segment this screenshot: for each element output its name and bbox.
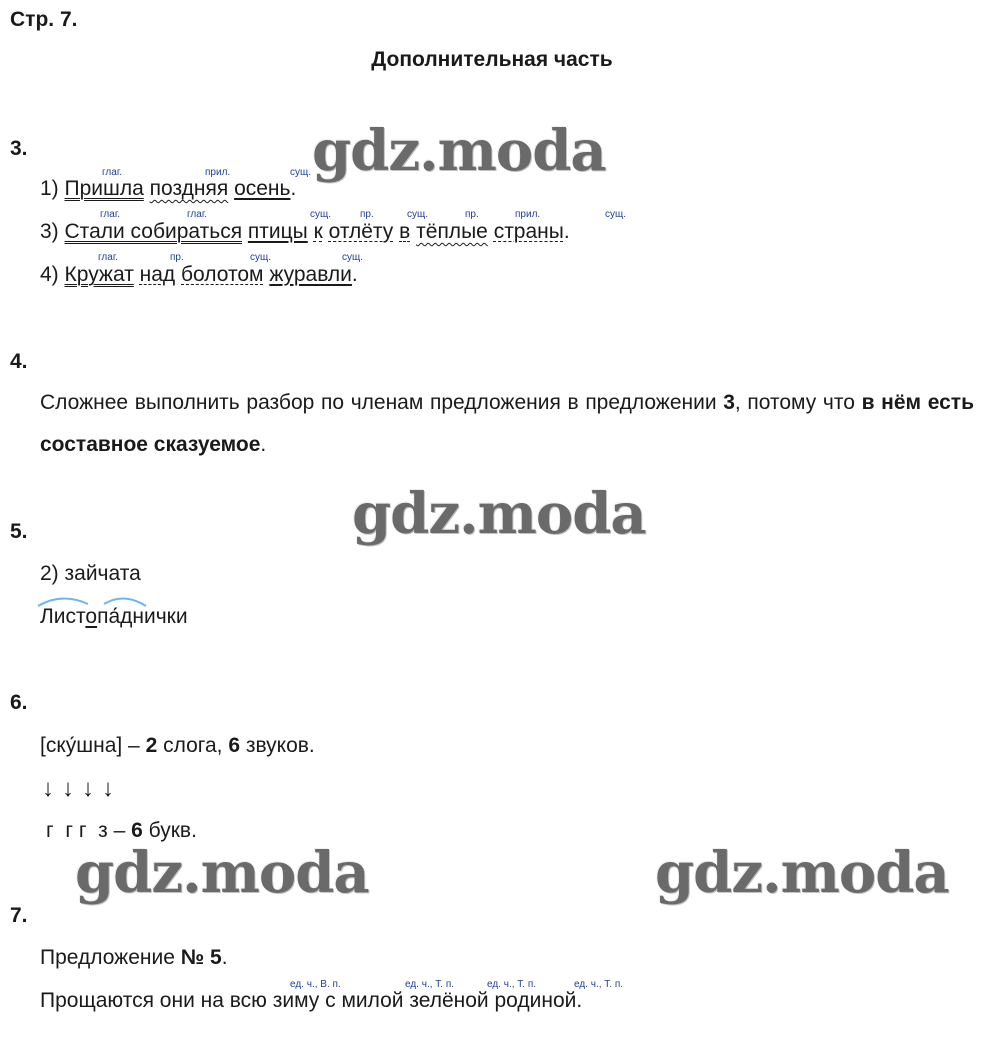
- word-part: днички: [120, 605, 188, 628]
- page-number: Стр. 7.: [10, 8, 78, 31]
- exercise-6-line-1: [40, 734, 315, 758]
- punctuation: .: [260, 433, 267, 456]
- preposition-word: к: [313, 220, 323, 243]
- predicate-word: Стали собираться: [64, 220, 243, 243]
- attribute-word: поздняя: [149, 177, 229, 200]
- pos-tag: сущ.: [342, 252, 364, 263]
- punctuation: .: [351, 263, 358, 286]
- exercise-5-line-1: 2) зайчата: [40, 562, 141, 585]
- preposition-word: над: [139, 263, 176, 286]
- dash: –: [107, 819, 132, 842]
- subject-word: осень: [234, 177, 291, 200]
- word-part: па: [97, 605, 121, 628]
- preposition-word: в: [399, 220, 411, 243]
- syllable-count: 2: [145, 734, 158, 757]
- answer-text: слога,: [157, 734, 229, 757]
- pos-tag: глаг.: [100, 209, 121, 220]
- attribute-word: тёплые: [416, 220, 488, 243]
- exercise-number-6: 6.: [10, 691, 28, 714]
- subject-word: птицы: [247, 220, 308, 243]
- predicate-word: Пришла: [64, 177, 144, 200]
- exercise-number-5: 5.: [10, 520, 28, 543]
- pos-tag: сущ.: [310, 209, 332, 220]
- connecting-vowel: о: [85, 605, 98, 628]
- punctuation: .: [563, 220, 570, 243]
- exercise-5-word: [40, 605, 188, 629]
- predicate-word: Кружат: [64, 263, 134, 286]
- answer-text: Предложение: [40, 946, 181, 969]
- pos-tag: глаг.: [187, 209, 208, 220]
- pos-tag: сущ.: [407, 209, 429, 220]
- letters: г г г з: [46, 819, 108, 842]
- subject-word: журавли: [269, 263, 352, 286]
- transcription: [ску́шна]: [40, 734, 123, 757]
- answer-text: Сложнее выполнить разбор по членам предложения в предложении: [40, 391, 724, 414]
- answer-text: звуков.: [240, 734, 315, 757]
- item-prefix: 1): [40, 177, 65, 200]
- pos-tag: сущ.: [605, 209, 627, 220]
- watermark: gdz.moda: [352, 481, 646, 547]
- exercise-4-answer: [40, 382, 974, 466]
- object-word: отлёту: [328, 220, 394, 243]
- dash: –: [122, 734, 146, 757]
- watermark: gdz.moda: [312, 118, 606, 184]
- pos-tag: пр.: [360, 209, 374, 220]
- item-prefix: 4): [40, 263, 65, 286]
- case-tag: ед. ч., Т. п.: [487, 979, 537, 990]
- exercise-number-3: 3.: [10, 137, 28, 160]
- exercise-7-line-1: [40, 946, 228, 970]
- arrows-row: [42, 775, 122, 803]
- pos-tag: глаг.: [98, 252, 119, 263]
- exercise-number-4: 4.: [10, 350, 28, 373]
- pos-tag: пр.: [170, 252, 184, 263]
- answer-text: букв.: [142, 819, 197, 842]
- pos-tag: сущ.: [250, 252, 272, 263]
- down-arrow-icon: ↓: [62, 775, 74, 802]
- down-arrow-icon: ↓: [102, 775, 114, 802]
- page-title: Дополнительная часть: [371, 48, 613, 71]
- answer-text: , потому что: [734, 391, 862, 414]
- sentence-number: № 5: [180, 946, 222, 969]
- punctuation: .: [221, 946, 228, 969]
- pos-tag: прил.: [515, 209, 541, 220]
- pos-tag: сущ.: [290, 167, 312, 178]
- down-arrow-icon: ↓: [42, 775, 54, 802]
- answer-bold: в нём есть составное сказуемое: [40, 391, 974, 456]
- down-arrow-icon: ↓: [82, 775, 94, 802]
- punctuation: .: [290, 177, 297, 200]
- exercise-number-7: 7.: [10, 904, 28, 927]
- word-part: Лист: [40, 605, 86, 628]
- exercise-6-line-2: [46, 819, 197, 843]
- item-prefix: 3): [40, 220, 65, 243]
- sound-count: 6: [228, 734, 241, 757]
- case-tag: ед. ч., Т. п.: [574, 979, 624, 990]
- case-tag: ед. ч., В. п.: [290, 979, 341, 990]
- watermark: gdz.moda: [75, 840, 369, 906]
- exercise-7-sentence: Прощаются они на всю зиму с милой зелёной родиной.: [40, 989, 583, 1012]
- letter-count: 6: [131, 819, 143, 842]
- watermark: gdz.moda: [655, 840, 949, 906]
- pos-tag: глаг.: [102, 167, 123, 178]
- pos-tag: прил.: [205, 167, 231, 178]
- pos-tag: пр.: [465, 209, 479, 220]
- adverbial-word: болотом: [181, 263, 264, 286]
- object-word: страны: [493, 220, 564, 243]
- case-tag: ед. ч., Т. п.: [405, 979, 455, 990]
- answer-bold: 3: [723, 391, 735, 414]
